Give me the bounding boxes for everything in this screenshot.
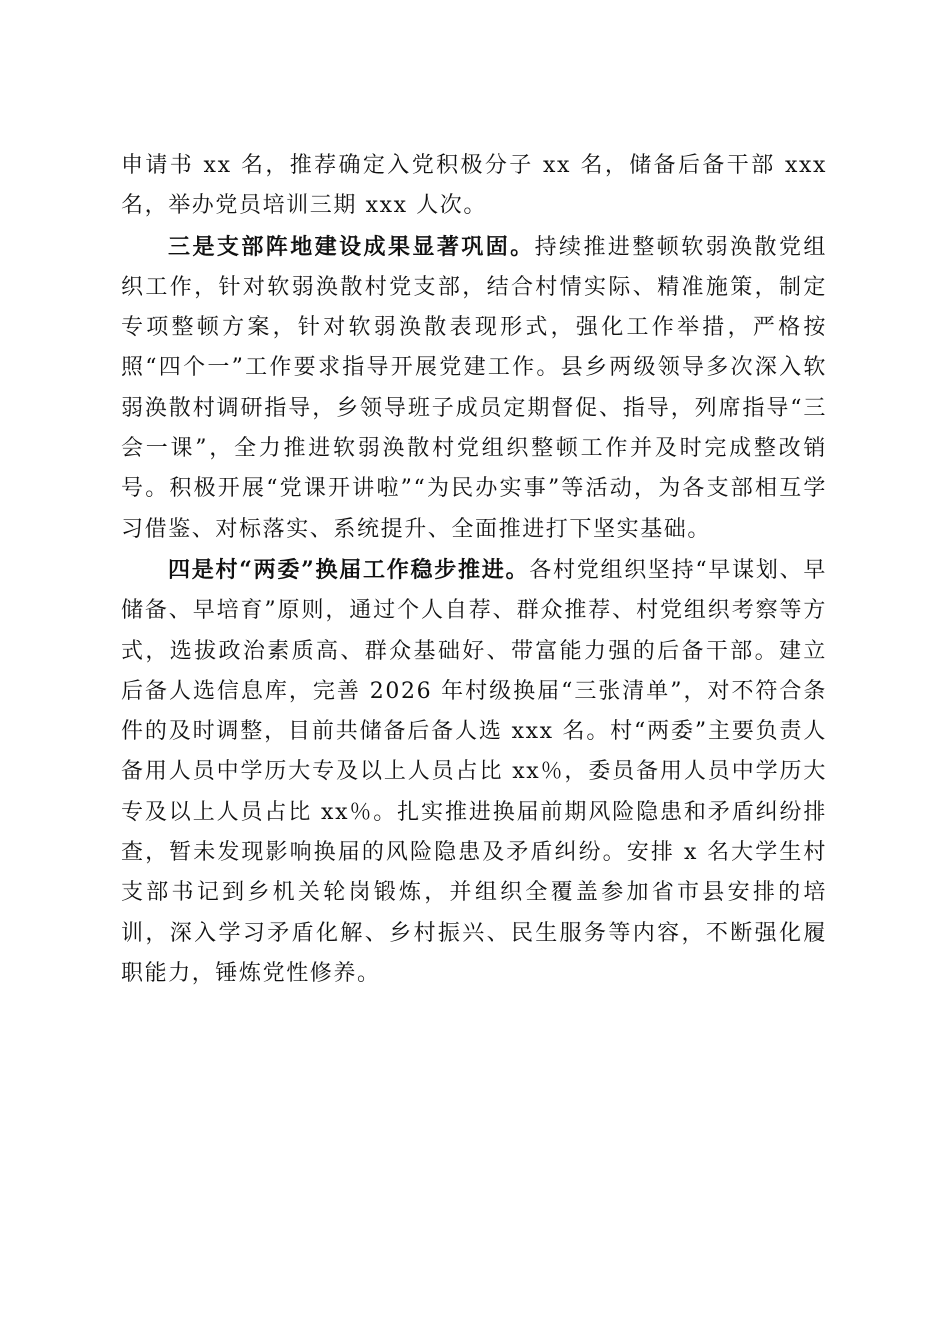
paragraph-branch-position-building xyxy=(121,227,827,550)
paragraph-body: 持续推进整顿软弱涣散党组织工作，针对软弱涣散村党支部，结合村情实际、精准施策，制定专项整顿方案，针对软弱涣散表现形式，强化工作举措，严格按照“四个一”工作要求指导开展党建工作。县乡两级领导多次深入软弱涣散村调研指导，乡领导班子成员定期督促、指导，列席指导“三会一课”，全力推进软弱涣散村党组织整顿工作并及时完成整改销号。积极开展“党课开讲啦”“为民办实事”等活动，为各支部相互学习借鉴、对标落实、系统提升、全面推进打下坚实基础。 xyxy=(121,234,827,542)
paragraph-heading: 四是村“两委”换届工作稳步推进。 xyxy=(168,556,530,583)
paragraph-body: 申请书 xx 名，推荐确定入党积极分子 xx 名，储备后备干部 xxx 名，举办党员培训三期 xxx 人次。 xyxy=(121,153,827,219)
paragraph-village-committee-election xyxy=(121,550,827,994)
document-body xyxy=(121,146,827,994)
paragraph-continuation xyxy=(121,146,827,227)
paragraph-heading: 三是支部阵地建设成果显著巩固。 xyxy=(168,233,535,260)
paragraph-body: 各村党组织坚持“早谋划、早储备、早培育”原则，通过个人自荐、群众推荐、村党组织考察等方式，选拔政治素质高、群众基础好、带富能力强的后备干部。建立后备人选信息库，完善 2026 年村级换届“三张清单”，对不符合条件的及时调整，目前共储备后备人选 xxx 名。村“两委”主要负责人备用人员中学历大专及以上人员占比 xx％，委员备用人员中学历大专及以上人员占比 xx％。扎实推进换届前期风险隐患和矛盾纠纷排查，暂未发现影响换届的风险隐患及矛盾纠纷。安排 x 名大学生村支部书记到乡机关轮岗锻炼，并组织全覆盖参加省市县安排的培训，深入学习矛盾化解、乡村振兴、民生服务等内容，不断强化履职能力，锤炼党性修养。 xyxy=(121,557,827,986)
